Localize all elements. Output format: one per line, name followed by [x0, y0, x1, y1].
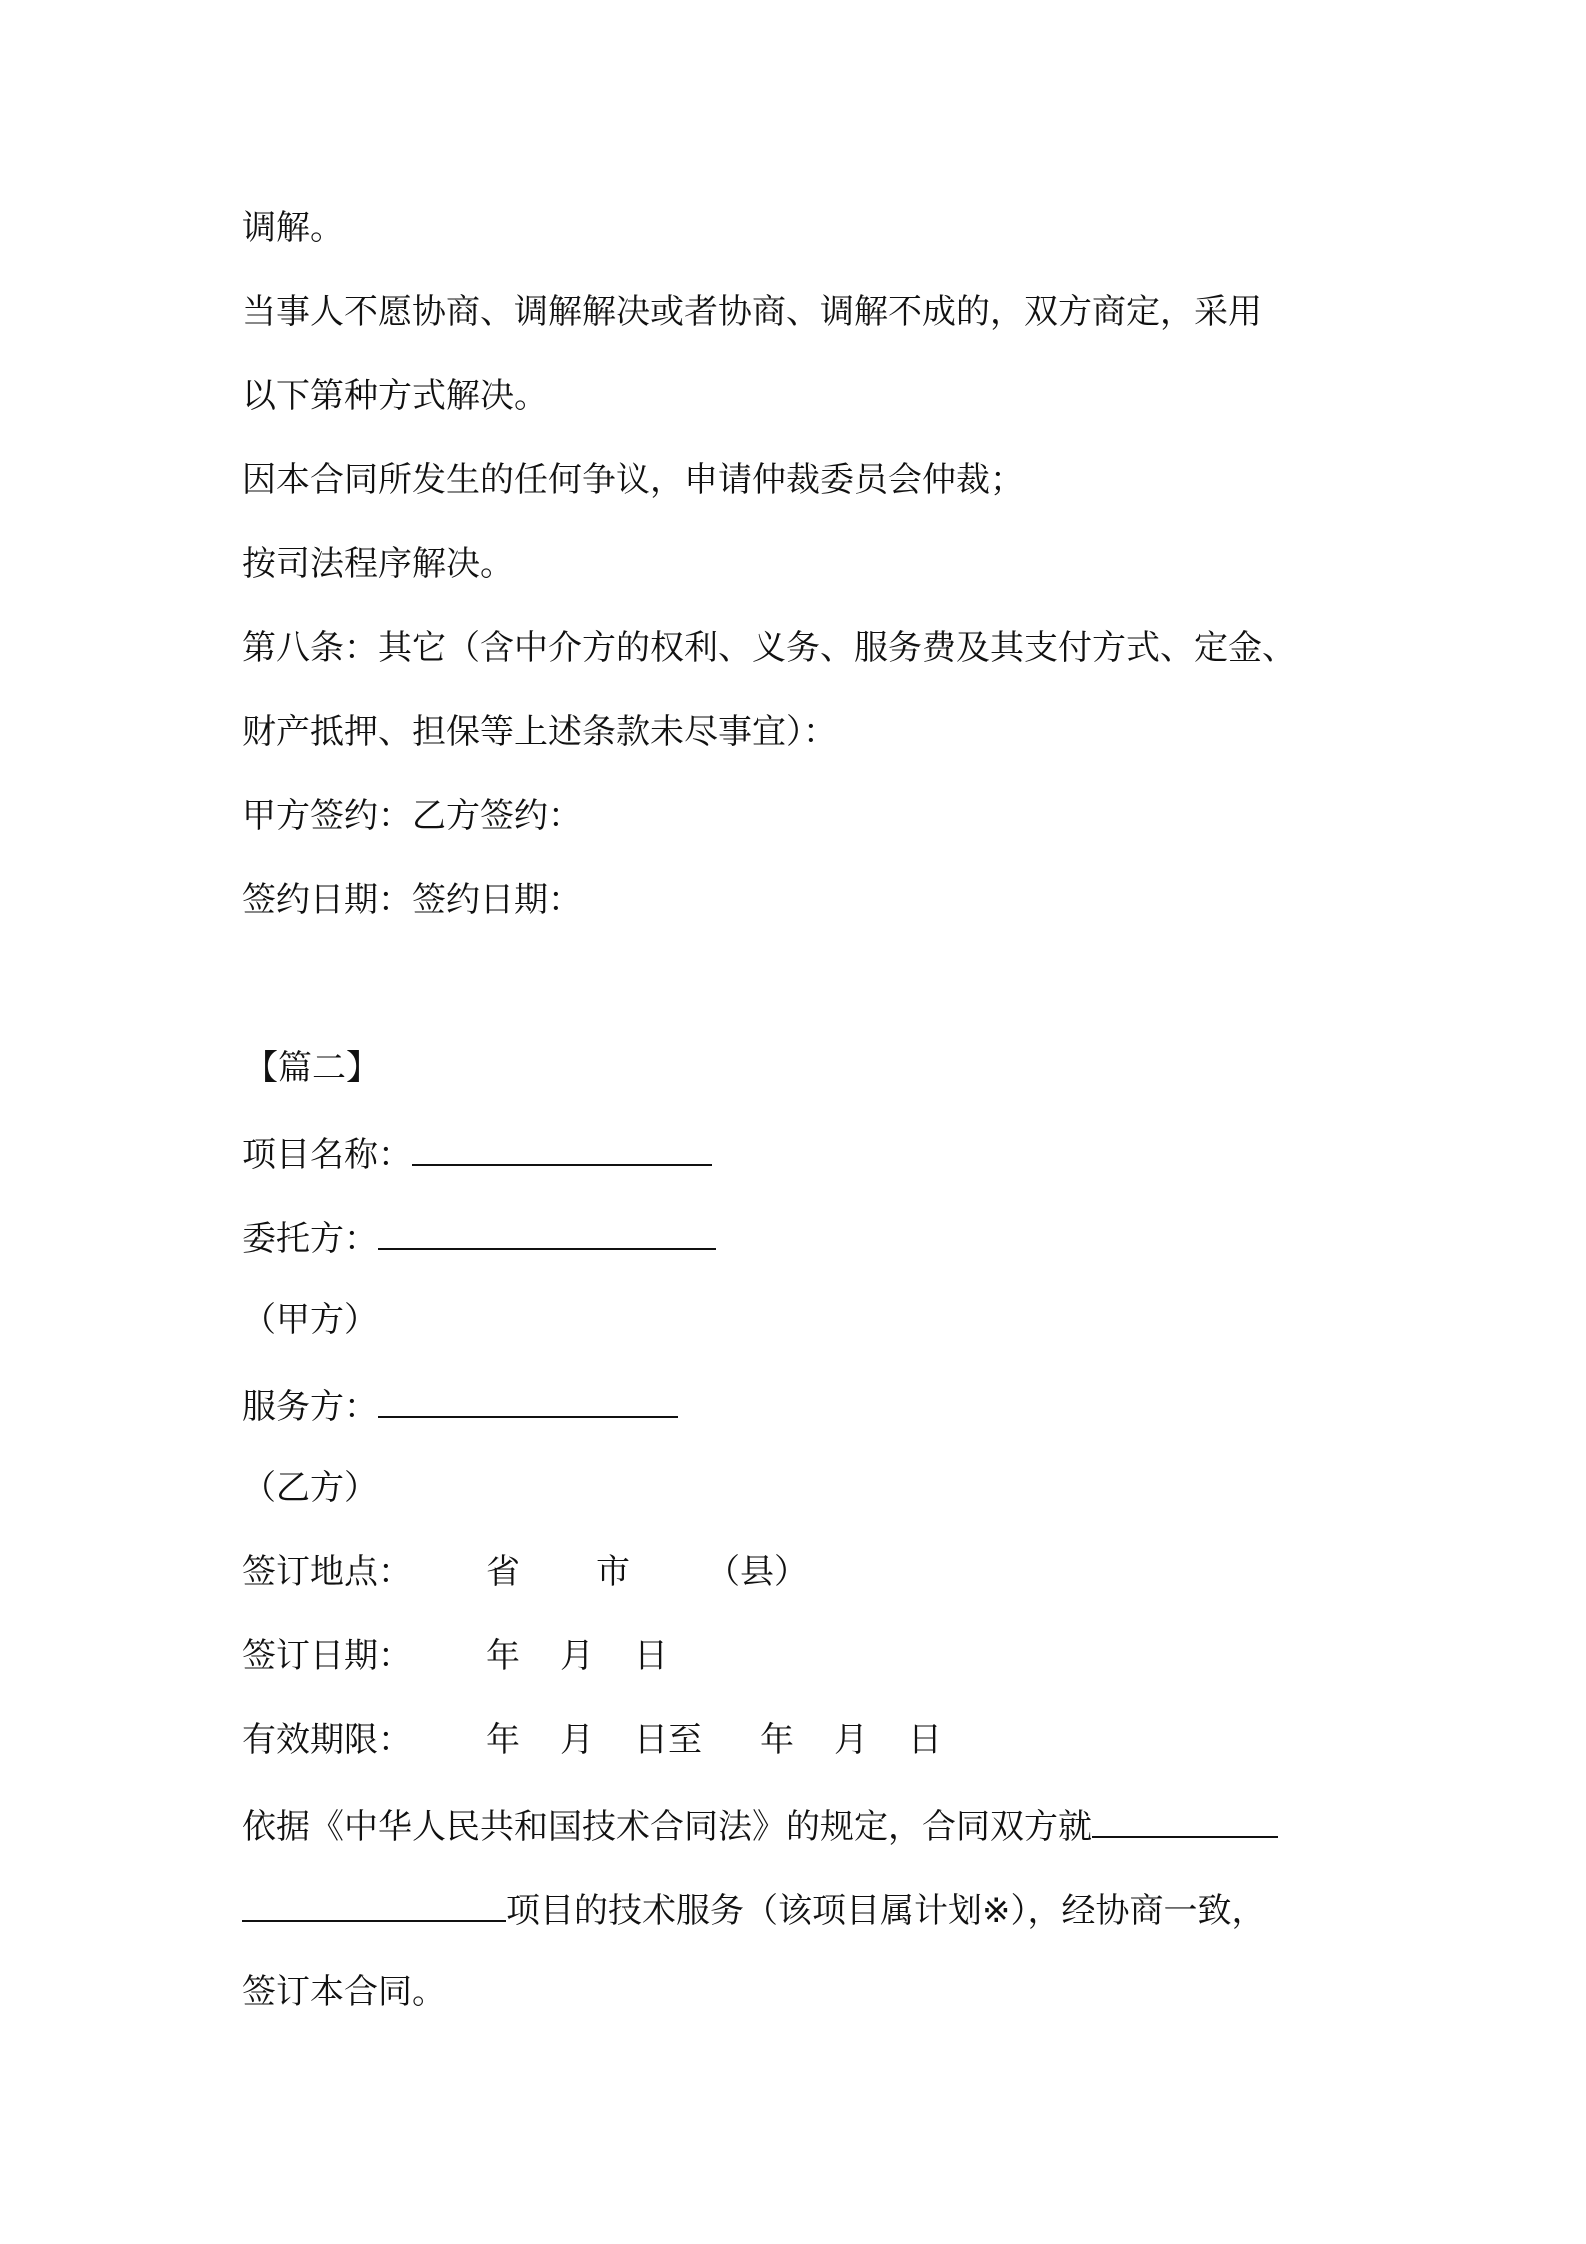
- text-line-resolution-method: 以下第种方式解决。: [242, 376, 548, 416]
- basis-line-two: [242, 1886, 1266, 1933]
- project-subject-blank: [1092, 1802, 1278, 1838]
- text-line-article-eight-cont: 财产抵押、担保等上述条款未尽事宜）：: [242, 712, 837, 752]
- provider-label: 服务方：: [242, 1387, 378, 1427]
- validity-label: 有效期限：: [242, 1720, 412, 1760]
- text-line-mediation: 调解。: [242, 208, 344, 248]
- party-a-note: （甲方）: [242, 1300, 378, 1340]
- signing-place-label: 签订地点：: [242, 1552, 412, 1592]
- client-blank: [378, 1214, 716, 1250]
- provider-row: [242, 1382, 678, 1429]
- city-text: 市: [596, 1552, 630, 1592]
- month-text: 月: [560, 1636, 594, 1676]
- validity-day-start: 日至: [634, 1720, 702, 1760]
- validity-month-end: 月: [834, 1720, 868, 1760]
- basis-text-two: 项目的技术服务（该项目属计划※），经协商一致，: [506, 1891, 1266, 1931]
- provider-blank: [378, 1382, 678, 1418]
- validity-row: [242, 1718, 942, 1762]
- party-b-note: （乙方）: [242, 1468, 378, 1508]
- project-name-label: 项目名称：: [242, 1135, 412, 1175]
- validity-day-end: 日: [908, 1720, 942, 1760]
- text-line-signing-dates: 签约日期：签约日期：: [242, 880, 582, 920]
- day-text: 日: [634, 1636, 668, 1676]
- basis-line-three: 签订本合同。: [242, 1972, 446, 2012]
- project-subject-blank-cont: [242, 1886, 506, 1922]
- text-line-judicial: 按司法程序解决。: [242, 544, 514, 584]
- basis-text-one: 依据《中华人民共和国技术合同法》的规定，合同双方就: [242, 1807, 1092, 1847]
- signing-place-row: [242, 1550, 808, 1594]
- year-text: 年: [486, 1636, 520, 1676]
- text-line-signatures: 甲方签约：乙方签约：: [242, 796, 582, 836]
- basis-line-one: [242, 1802, 1278, 1849]
- text-line-dispute-resolution: 当事人不愿协商、调解解决或者协商、调解不成的，双方商定，采用: [242, 292, 1262, 332]
- signing-date-row: [242, 1634, 668, 1678]
- client-row: [242, 1214, 716, 1261]
- section-heading: 【篇二】: [244, 1048, 380, 1088]
- project-name-blank: [412, 1130, 712, 1166]
- project-name-row: [242, 1130, 712, 1177]
- county-text: （县）: [706, 1552, 808, 1592]
- text-line-article-eight: 第八条：其它（含中介方的权利、义务、服务费及其支付方式、定金、: [242, 628, 1296, 668]
- text-line-arbitration: 因本合同所发生的任何争议，申请仲裁委员会仲裁；: [242, 460, 1024, 500]
- province-text: 省: [486, 1552, 520, 1592]
- validity-year-end: 年: [760, 1720, 794, 1760]
- validity-year-start: 年: [486, 1720, 520, 1760]
- client-label: 委托方：: [242, 1219, 378, 1259]
- signing-date-label: 签订日期：: [242, 1636, 412, 1676]
- validity-month-start: 月: [560, 1720, 594, 1760]
